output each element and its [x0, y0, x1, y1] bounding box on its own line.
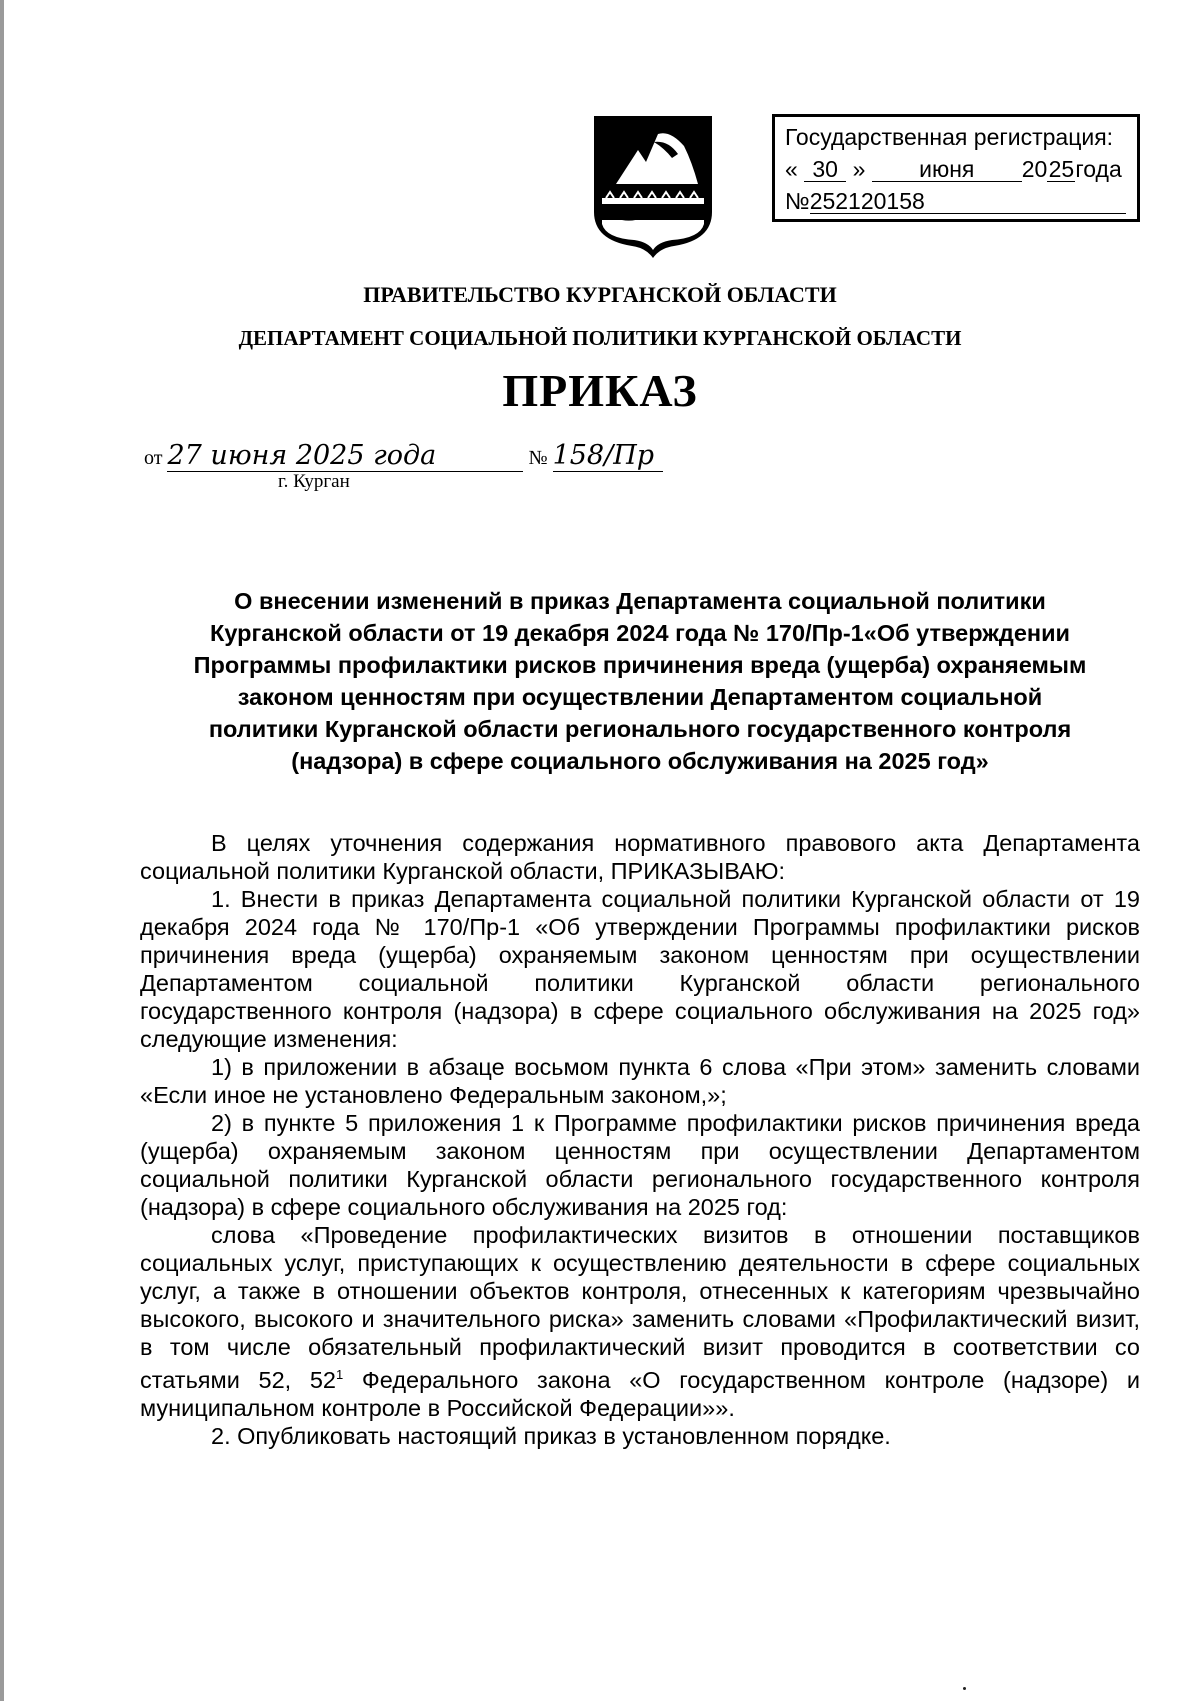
order-date-handwritten: 27 июня 2025 года [167, 440, 437, 471]
order-date-number-line [144, 440, 663, 480]
body-paragraph-replacement-words [140, 1221, 1140, 1422]
subject-line: Программы профилактики рисков причинения вреда (ущерба) охраняемым [193, 652, 1087, 678]
registration-day: 30 [804, 157, 846, 182]
registration-day-open-quote: « [785, 156, 798, 182]
body-paragraph-item-1: 1. Внести в приказ Департамента социальной политики Курганской области от 19 декабря 2024 года № 170/Пр-1 «Об утверждении Программы профилактики рисков причинения вреда (ущерба) охраняемым законом ценностям при осуществлении Департаментом социальной политики Курганской области регионального государственного контроля (надзора) в сфере социального обслуживания на 2025 год» следующие изменения: [140, 886, 1140, 1052]
subject-line: политики Курганской области регионального государственного контроля [208, 716, 1072, 742]
body-paragraph-subitem-1: 1) в приложении в абзаце восьмом пункта 6 слова «При этом» заменить словами «Если иное не установлено Федеральным законом,»; [140, 1054, 1140, 1108]
registration-date-line [785, 153, 1127, 185]
registration-title: Государственная регистрация: [785, 124, 1114, 150]
replacement-text-part-1: слова «Проведение профилактических визитов в отношении поставщиков социальных услуг, приступающих к осуществлению деятельности в сфере социальных услуг, а также в отношении объектов контроля, отнесенных к категориям чрезвычайно высокого, высокого и значительного риска» заменить словами «Профилактический визит, в том числе обязательный профилактический визит проводится в соответствии со статьями 52, 52 [140, 1222, 1140, 1393]
department-heading: ДЕПАРТАМЕНТ СОЦИАЛЬНОЙ ПОЛИТИКИ КУРГАНСКОЙ ОБЛАСТИ [238, 326, 962, 350]
order-number-handwritten: 158/Пр [552, 440, 655, 471]
document-type-title: ПРИКАЗ [502, 365, 698, 416]
registration-year-word: года [1075, 156, 1122, 182]
scan-speck [963, 1687, 966, 1690]
subject-line: (надзора) в сфере социального обслуживания на 2025 год» [291, 748, 989, 774]
order-body [140, 829, 1140, 1450]
subject-line: О внесении изменений в приказ Департамента социальной политики [234, 588, 1046, 614]
replacement-text-part-2: Федерального закона «О государственном контроле (надзоре) и муниципальном контроле в Российской Федерации»». [140, 1366, 1140, 1421]
body-paragraph-preamble: В целях уточнения содержания нормативного правового акта Департамента социальной политики Курганской области, ПРИКАЗЫВАЮ: [140, 830, 1140, 884]
body-paragraph-subitem-2: 2) в пункте 5 приложения 1 к Программе профилактики рисков причинения вреда (ущерба) охраняемым законом ценностям при осуществлении Департаментом социальной политики Курганской области регионального государственного контроля (надзора) в сфере социального обслуживания на 2025 год: [140, 1110, 1140, 1220]
order-date-field [167, 440, 523, 472]
order-subject [140, 585, 1140, 777]
order-number-field [553, 440, 663, 472]
coat-of-arms-emblem [588, 112, 718, 260]
registration-month: июня [872, 157, 1022, 182]
article-superscript: 1 [335, 1367, 344, 1382]
registration-number: 252120158 [810, 189, 1126, 214]
state-registration-box [772, 114, 1140, 222]
scan-left-edge [0, 0, 4, 1701]
registration-number-line [785, 185, 1127, 217]
registration-day-close-quote: » [852, 156, 866, 182]
government-heading: ПРАВИТЕЛЬСТВО КУРГАНСКОЙ ОБЛАСТИ [363, 282, 837, 307]
subject-line: Курганской области от 19 декабря 2024 года № 170/Пр-1«Об утверждении [210, 620, 1070, 646]
subject-line: законом ценностям при осуществлении Департаментом социальной [237, 684, 1043, 710]
registration-year-suffix: 25 [1048, 156, 1075, 182]
registration-number-label: № [785, 188, 810, 214]
registration-year-prefix: 20 [1021, 156, 1048, 182]
order-number-label: № [528, 447, 548, 469]
order-from-label: от [144, 447, 163, 469]
body-paragraph-item-2: 2. Опубликовать настоящий приказ в установленном порядке. [211, 1422, 891, 1449]
city-label: г. Курган [278, 471, 350, 492]
